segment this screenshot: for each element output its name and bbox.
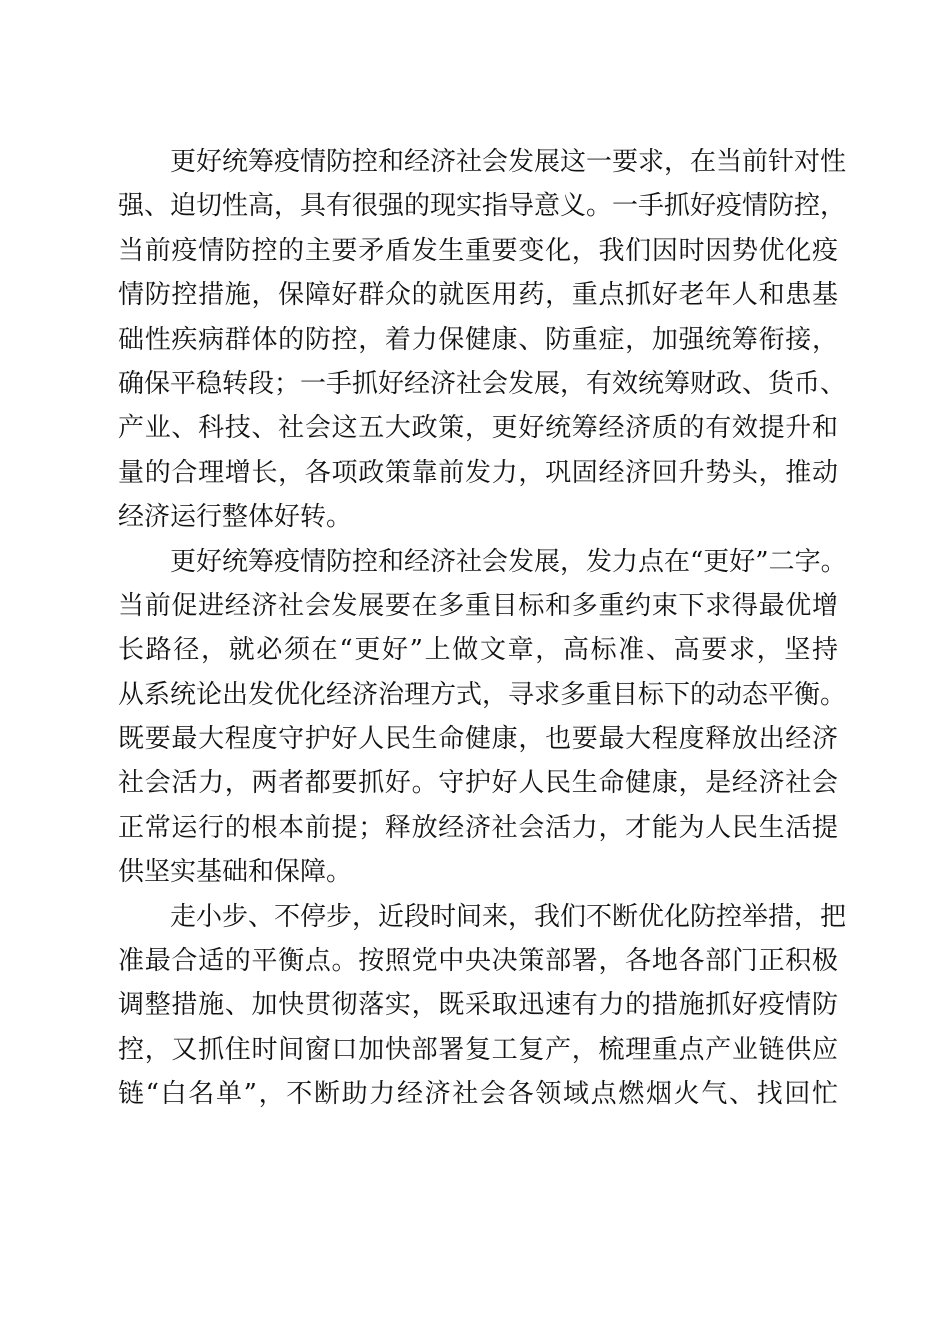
paragraph-3-line-1: 走小步、不停步，近段时间来，我们不断优化防控举措，把 — [170, 901, 847, 932]
paragraph-1-line-2: 强、迫切性高，具有很强的现实指导意义。一手抓好疫情防控， — [118, 191, 847, 222]
paragraph-2-line-8: 供坚实基础和保障。 — [118, 857, 353, 888]
body-text — [118, 140, 847, 1117]
paragraph-3-line-2: 准最合适的平衡点。按照党中央决策部署，各地各部门正积极 — [118, 946, 838, 977]
paragraph-1-line-5: 础性疾病群体的防控，着力保健康、防重症，加强统筹衔接， — [118, 324, 838, 355]
paragraph-2-line-2: 当前促进经济社会发展要在多重目标和多重约束下求得最优增 — [118, 590, 838, 621]
paragraph-3-line-5: 链“白名单”，不断助力经济社会各领域点燃烟火气、找回忙 — [118, 1079, 838, 1110]
paragraph-2-line-6: 社会活力，两者都要抓好。守护好人民生命健康，是经济社会 — [118, 768, 838, 799]
paragraph-1-line-9: 经济运行整体好转。 — [118, 502, 353, 533]
paragraph-1-line-1: 更好统筹疫情防控和经济社会发展这一要求，在当前针对性 — [170, 147, 847, 177]
paragraph-1-line-6: 确保平稳转段；一手抓好经济社会发展，有效统筹财政、货币、 — [118, 368, 847, 399]
paragraph-1-line-7: 产业、科技、社会这五大政策，更好统筹经济质的有效提升和 — [118, 413, 838, 444]
paragraph-2-line-1: 更好统筹疫情防控和经济社会发展，发力点在“更好”二字。 — [170, 546, 847, 577]
paragraph-2-line-7: 正常运行的根本前提；释放经济社会活力，才能为人民生活提 — [118, 812, 838, 843]
paragraph-3-line-3: 调整措施、加快贯彻落实，既采取迅速有力的措施抓好疫情防 — [118, 990, 838, 1021]
paragraph-2-line-3: 长路径，就必须在“更好”上做文章，高标准、高要求，坚持 — [118, 635, 838, 666]
paragraph-1-line-4: 情防控措施，保障好群众的就医用药，重点抓好老年人和患基 — [118, 280, 838, 311]
paragraph-1-line-8: 量的合理增长，各项政策靠前发力，巩固经济回升势头，推动 — [118, 457, 838, 488]
paragraph-2-line-4: 从系统论出发优化经济治理方式，寻求多重目标下的动态平衡。 — [118, 679, 847, 710]
paragraph-1-line-3: 当前疫情防控的主要矛盾发生重要变化，我们因时因势优化疫 — [118, 235, 838, 266]
paragraph-2-line-5: 既要最大程度守护好人民生命健康，也要最大程度释放出经济 — [118, 724, 838, 755]
paragraph-3-line-4: 控，又抓住时间窗口加快部署复工复产，梳理重点产业链供应 — [118, 1034, 838, 1065]
